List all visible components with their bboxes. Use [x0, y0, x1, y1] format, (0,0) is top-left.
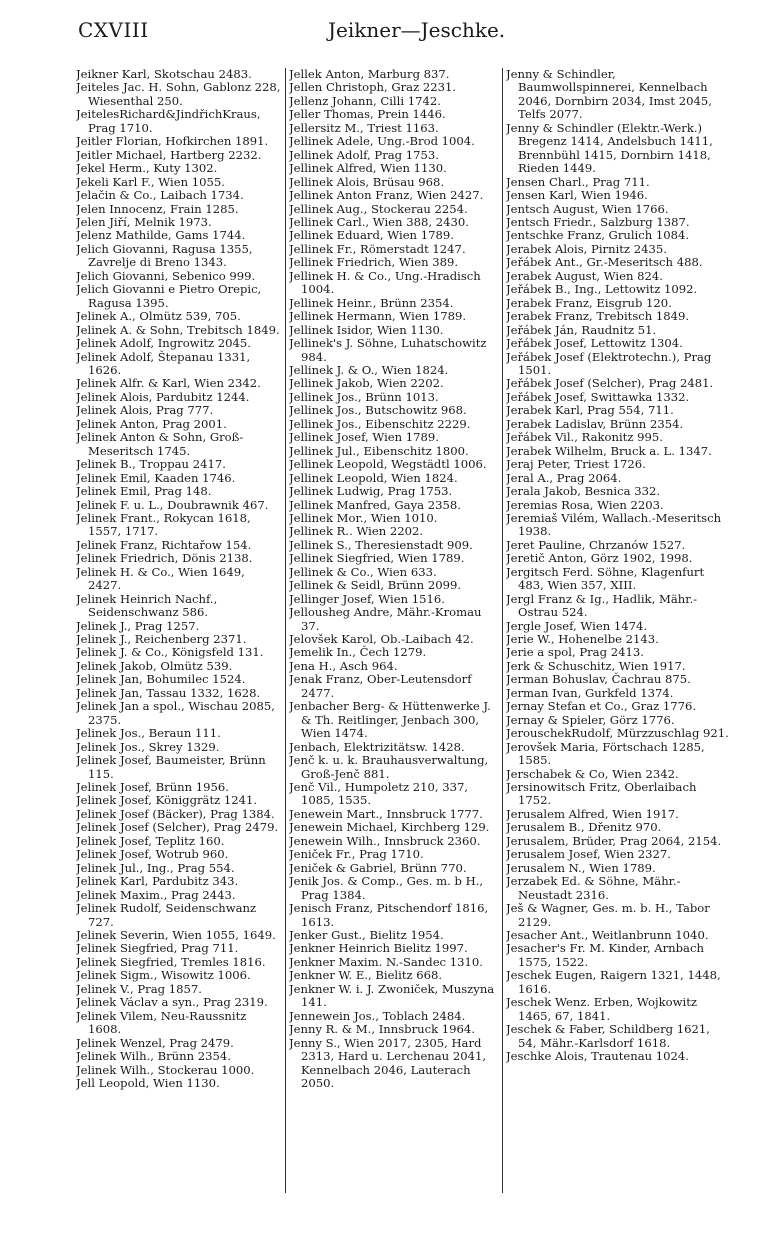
directory-entry: Jellen Christoph, Graz 2231.	[289, 80, 457, 95]
directory-entry: Jeřábek Josef (Selcher), Prag 2481.	[506, 376, 714, 391]
directory-entry: Jelinek Sigm., Wisowitz 1006.	[76, 968, 251, 983]
directory-entry: Jellinek's J. Söhne, Luhatschowitz 984.	[289, 336, 487, 364]
directory-entry: Jellinek Ludwig, Prag 1753.	[289, 484, 453, 499]
directory-entry: Jeretič Anton, Görz 1902, 1998.	[506, 551, 693, 566]
directory-entry: Jenč k. u. k. Brauhausverwaltung, Groß-Jenč 881.	[289, 753, 489, 781]
directory-entry: Jenewein Michael, Kirchberg 129.	[289, 820, 490, 835]
directory-entry: Jeřábek Vil., Rakonitz 995.	[506, 430, 663, 445]
directory-entry: Jerabek August, Wien 824.	[506, 268, 663, 283]
directory-entry: Jelinek Alfr. & Karl, Wien 2342.	[76, 376, 261, 391]
directory-entry: Jellinek Manfred, Gaya 2358.	[289, 497, 461, 512]
directory-entry: Jellinek Carl., Wien 388, 2430.	[289, 214, 469, 229]
directory-entry: Jelinek Siegfried, Prag 711.	[76, 941, 239, 956]
directory-entry: Jerabek Wilhelm, Bruck a. L. 1347.	[506, 443, 712, 458]
directory-entry: Jellinek Jakob, Wien 2202.	[289, 376, 444, 391]
directory-entry: Jelich Giovanni, Sebenico 999.	[76, 268, 256, 283]
directory-entry: Jelinek Jan, Bohumilec 1524.	[76, 672, 246, 687]
directory-entry: Jelinek Josef, Teplitz 160.	[76, 833, 225, 848]
directory-entry: Jeral A., Prag 2064.	[506, 470, 622, 485]
directory-entry: Jelinek Josef (Bäcker), Prag 1384.	[76, 806, 275, 821]
directory-entry: Jenny S., Wien 2017, 2305, Hard 2313, Hard u. Lerchenau 2041, Kennelbach 2046, Lauterach 2050.	[289, 1035, 487, 1090]
directory-entry: Jelinek Vilem, Neu-Raussnitz 1608.	[76, 1008, 247, 1037]
directory-entry: Jellinek Hermann, Wien 1789.	[289, 309, 467, 324]
directory-entry: Jell Leopold, Wien 1130.	[76, 1075, 220, 1090]
directory-entry: Jelinek Jan, Tassau 1332, 1628.	[76, 685, 261, 700]
directory-entry: Jelinek Franz, Richtařow 154.	[76, 537, 252, 552]
directory-entry: Jelich Giovanni, Ragusa 1355, Zavrelje di Breno 1343.	[76, 241, 253, 270]
directory-entry: Jergle Josef, Wien 1474.	[506, 618, 648, 633]
directory-entry: Jelinek Frant., Rokycan 1618, 1557, 1717.	[76, 510, 251, 539]
directory-entry: Jellinek Jos., Eibenschitz 2229.	[289, 416, 471, 431]
directory-entry: Jerabek Alois, Pirnitz 2435.	[506, 241, 667, 256]
directory-entry: Jerabek Karl, Prag 554, 711.	[506, 403, 674, 418]
directory-entry: Jenbach, Elektrizitätsw. 1428.	[289, 739, 465, 754]
directory-entry: Jenny & Schindler (Elektr.-Werk.) Bregenz 1414, Andelsbuch 1411, Brennbühl 1415, Dornbirn 1418, Rieden 1449.	[506, 120, 713, 176]
directory-entry: Jelinek Siegfried, Tremles 1816.	[76, 954, 266, 969]
directory-entry: Jeraj Peter, Triest 1726.	[506, 457, 646, 472]
directory-entry: Jekeli Karl F., Wien 1055.	[76, 174, 225, 189]
directory-entry: Jenewein Wilh., Innsbruck 2360.	[289, 833, 481, 848]
directory-entry: Jeschek & Faber, Schildberg 1621, 54, Mähr.-Karlsdorf 1618.	[506, 1022, 710, 1050]
directory-entry: Jennewein Jos., Toblach 2484.	[289, 1008, 466, 1023]
directory-entry: Jelinek Emil, Prag 148.	[76, 484, 212, 499]
directory-entry: Jena H., Asch 964.	[289, 658, 398, 673]
directory-entry: Jelinek Jan a spol., Wischau 2085, 2375.	[76, 699, 275, 727]
directory-entry: Jentsch August, Wien 1766.	[506, 201, 669, 216]
directory-entry: Jelinek Alois, Prag 777.	[76, 403, 214, 418]
directory-entry: Jelinek B., Troppau 2417.	[76, 457, 226, 472]
directory-entry: Jellinek & Seidl, Brünn 2099.	[289, 578, 462, 593]
directory-entry: Jenč Vil., Humpoletz 210, 337, 1085, 1535.	[289, 780, 469, 808]
directory-entry: Jenewein Mart., Innsbruck 1777.	[289, 806, 483, 821]
directory-entry: Jekel Herm., Kuty 1302.	[76, 161, 218, 176]
directory-entry: Jeniček & Gabriel, Brünn 770.	[289, 860, 467, 875]
directory-entry: Jelinek Jos., Skrey 1329.	[76, 739, 220, 754]
directory-entry: Jerman Ivan, Gurkfeld 1374.	[506, 685, 674, 700]
directory-entry: Jellinek S., Theresienstadt 909.	[289, 537, 473, 552]
directory-entry: Jenker Gust., Bielitz 1954.	[289, 928, 444, 942]
directory-entry: Jeřábek Ant., Gr.-Meseritsch 488.	[506, 255, 703, 270]
directory-entry: Jellinek J. & O., Wien 1824.	[289, 362, 449, 377]
directory-entry: Jelinek Josef, Brünn 1956.	[76, 780, 229, 795]
directory-entry: Jellinek Fr., Römerstadt 1247.	[289, 241, 466, 256]
directory-entry: Jerzabek Ed. & Söhne, Mähr.-Neustadt 2316.	[506, 874, 681, 902]
directory-entry: Jerk & Schuschitz, Wien 1917.	[506, 658, 686, 673]
directory-entry: Jeremiaš Vilém, Wallach.-Meseritsch 1938.	[506, 510, 722, 539]
directory-entry: Jelinek Jul., Ing., Prag 554.	[76, 860, 235, 875]
directory-entry: Jellinek Eduard, Wien 1789.	[289, 228, 454, 243]
directory-entry: Jellinek Aug., Stockerau 2254.	[289, 201, 468, 216]
directory-entry: Jensen Charl., Prag 711.	[506, 174, 650, 189]
directory-entry: Jelinek Josef (Selcher), Prag 2479.	[76, 820, 279, 835]
directory-entry: Jelinek Adolf, Ingrowitz 2045.	[76, 336, 251, 351]
directory-entry: Jenik Jos. & Comp., Ges. m. b H., Prag 1384.	[289, 874, 484, 902]
directory-entry: Jelinek Wenzel, Prag 2479.	[76, 1035, 234, 1050]
column-divider	[502, 68, 503, 1193]
directory-entry: Jellinek Mor., Wien 1010.	[289, 510, 438, 525]
directory-entry: Jerie a spol, Prag 2413.	[506, 645, 644, 660]
directory-entry: Jeřábek Josef, Lettowitz 1304.	[506, 336, 683, 351]
directory-entry: Jerusalem, Brüder, Prag 2064, 2154.	[506, 833, 722, 848]
directory-entry: Jensen Karl, Wien 1946.	[506, 188, 648, 203]
directory-entry: Jellousheg Andre, Mähr.-Kromau 37.	[289, 605, 482, 633]
directory-entry: Jeschek Wenz. Erben, Wojkowitz 1465, 67, 1841.	[506, 995, 698, 1023]
directory-entry: Jelinek Emil, Kaaden 1746.	[76, 470, 236, 485]
directory-entry: Jellek Anton, Marburg 837.	[289, 68, 450, 81]
directory-entry: Jellinek R.. Wien 2202.	[289, 524, 424, 539]
directory-entry: Jellinek Alfred, Wien 1130.	[289, 161, 447, 176]
directory-entry: Jelinek Karl, Pardubitz 343.	[76, 874, 239, 889]
directory-entry: Jelinek J., Prag 1257.	[76, 618, 200, 633]
directory-entry: Jenkner W. i. J. Zwoniček, Muszyna 141.	[289, 981, 495, 1010]
directory-entry: Jelinek Josef, Königgrätz 1241.	[76, 793, 258, 808]
directory-entry: Jerschabek & Co, Wien 2342.	[506, 766, 679, 781]
directory-entry: Jelovšek Karol, Ob.-Laibach 42.	[289, 632, 474, 647]
directory-entry: Jellinek Leopold, Wien 1824.	[289, 470, 458, 485]
directory-entry: Jergitsch Ferd. Söhne, Klagenfurt 483, Wien 357, XIII.	[506, 564, 705, 593]
directory-entry: Jeret Pauline, Chrzanów 1527.	[506, 537, 686, 552]
directory-entry: Jenkner Heinrich Bielitz 1997.	[289, 941, 468, 956]
directory-entry: Jelinek F. u. L., Doubrawnik 467.	[76, 497, 269, 512]
directory-entry: Jelinek A. & Sohn, Trebitsch 1849.	[76, 322, 280, 337]
directory-entry: Jentschke Franz, Grulich 1084.	[506, 228, 690, 243]
directory-entry: Jeniček Fr., Prag 1710.	[289, 847, 424, 862]
directory-entry: Jeřábek Josef, Swittawka 1332.	[506, 389, 690, 404]
directory-entry: Jenkner W. E., Bielitz 668.	[289, 968, 443, 983]
directory-entry: Jellinek Leopold, Wegstädtl 1006.	[289, 457, 487, 472]
directory-entry: Jenny R. & M., Innsbruck 1964.	[289, 1022, 475, 1037]
directory-entry: Jelačin & Co., Laibach 1734.	[76, 188, 244, 203]
directory-entry: Jellinek Siegfried, Wien 1789.	[289, 551, 465, 566]
directory-entry: Jeřábek Josef (Elektrotechn.), Prag 1501.	[506, 349, 712, 377]
directory-entry: Jellinek Jos., Brünn 1013.	[289, 389, 439, 404]
directory-entry: Jelinek J., Reichenberg 2371.	[76, 632, 247, 647]
directory-entry: Jelinek Anton & Sohn, Groß-Meseritsch 1745.	[76, 430, 244, 458]
directory-entry: Jeschke Alois, Trautenau 1024.	[506, 1049, 689, 1064]
directory-entry: Jellinek Jul., Eibenschitz 1800.	[289, 443, 469, 458]
directory-entry: Jelinek Maxim., Prag 2443.	[76, 887, 236, 902]
directory-entry: Jerabek Franz, Eisgrub 120.	[506, 295, 672, 310]
directory-columns	[76, 68, 731, 1193]
directory-entry: Jesacher's Fr. M. Kinder, Arnbach 1575, 1522.	[506, 941, 704, 969]
directory-entry: Jellinek Friedrich, Wien 389.	[289, 255, 459, 270]
directory-entry: Jellinger Josef, Wien 1516.	[289, 591, 445, 606]
directory-entry: Jellinek Anton Franz, Wien 2427.	[289, 188, 484, 203]
directory-entry: Jerabek Franz, Trebitsch 1849.	[506, 309, 690, 324]
directory-entry: Jernay Stefan et Co., Graz 1776.	[506, 699, 697, 714]
running-head: Jeikner—Jeschke.	[328, 18, 506, 42]
directory-entry: Jeřábek Ján, Raudnitz 51.	[506, 322, 657, 337]
directory-entry: Jellinek H. & Co., Ung.-Hradisch 1004.	[289, 268, 481, 297]
directory-entry: Jeřábek B., Ing., Lettowitz 1092.	[506, 282, 698, 297]
directory-entry: Jelinek Josef, Wotrub 960.	[76, 847, 229, 862]
directory-entry: Jelen Innocenz, Frain 1285.	[76, 201, 239, 216]
directory-entry: Jergl Franz & Ig., Hadlik, Mähr.-Ostrau 524.	[506, 591, 698, 620]
directory-entry: Jelinek Friedrich, Dönis 2138.	[76, 551, 253, 566]
directory-entry: Jelinek J. & Co., Königsfeld 131.	[76, 645, 264, 660]
directory-entry: Jelinek Václav a syn., Prag 2319.	[76, 995, 268, 1010]
directory-entry: Jenak Franz, Ober-Leutensdorf 2477.	[289, 672, 472, 700]
directory-entry: Jerusalem B., Dřenitz 970.	[506, 820, 662, 835]
directory-entry: Jelinek Adolf, Štepanau 1331, 1626.	[76, 349, 251, 377]
directory-entry: Jelinek Wilh., Brünn 2354.	[76, 1049, 231, 1064]
directory-entry: Jellinek Josef, Wien 1789.	[289, 430, 439, 445]
directory-entry: Jellinek Heinr., Brünn 2354.	[289, 295, 454, 310]
directory-entry: Jenbacher Berg- & Hüttenwerke J. & Th. Reitlinger, Jenbach 300, Wien 1474.	[289, 699, 491, 741]
directory-entry: Jentsch Friedr., Salzburg 1387.	[506, 214, 690, 229]
column-2	[289, 68, 497, 1193]
directory-entry: Jelinek Severin, Wien 1055, 1649.	[76, 928, 276, 942]
directory-entry: Jerman Bohuslav, Čachrau 875.	[506, 672, 691, 687]
directory-entry: Jellenz Johann, Cilli 1742.	[289, 93, 441, 108]
directory-entry: Jenny & Schindler, Baumwollspinnerei, Kennelbach 2046, Dornbirn 2034, Imst 2045, Telfs 2077.	[506, 68, 712, 122]
directory-entry: Jelinek V., Prag 1857.	[76, 981, 202, 996]
directory-entry: Jellinek Adolf, Prag 1753.	[289, 147, 439, 162]
directory-entry: Jerala Jakob, Besnica 332.	[506, 484, 661, 499]
directory-entry: Jeikner Karl, Skotschau 2483.	[76, 68, 252, 81]
directory-entry: Jeschek Eugen, Raigern 1321, 1448, 1616.	[506, 968, 721, 996]
column-3	[506, 68, 731, 1193]
directory-entry: Jemelik In., Čech 1279.	[289, 645, 427, 660]
directory-entry: Jellinek & Co., Wien 633.	[289, 564, 437, 579]
directory-entry: Jeitler Michael, Hartberg 2232.	[76, 147, 262, 162]
directory-entry: Jelinek Anton, Prag 2001.	[76, 416, 227, 431]
directory-entry: Jesacher Ant., Weitlanbrunn 1040.	[506, 928, 709, 942]
directory-entry: Jenkner Maxim. N.-Sandec 1310.	[289, 954, 483, 969]
directory-entry: Jelen Jiří, Melnik 1973.	[76, 214, 212, 229]
page-number: CXVIII	[78, 18, 149, 42]
directory-entry: Jelinek Jakob, Olmütz 539.	[76, 658, 233, 673]
directory-entry: Jelich Giovanni e Pietro Orepic, Ragusa 1395.	[76, 282, 262, 310]
directory-entry: Jellinek Isidor, Wien 1130.	[289, 322, 444, 337]
page-header	[78, 18, 728, 48]
directory-entry: Jerabek Ladislav, Brünn 2354.	[506, 416, 684, 431]
directory-entry: Jelinek Rudolf, Seidenschwanz 727.	[76, 901, 257, 929]
directory-entry: Jellersitz M., Triest 1163.	[289, 120, 439, 135]
directory-entry: Jeiteles Jac. H. Sohn, Gablonz 228, Wiesenthal 250.	[76, 80, 281, 108]
directory-entry: Jellinek Adele, Ung.-Brod 1004.	[289, 134, 475, 149]
directory-entry: Jelinek Alois, Pardubitz 1244.	[76, 389, 250, 404]
directory-entry: Jellinek Jos., Butschowitz 968.	[289, 403, 467, 418]
directory-entry: Jersinowitsch Fritz, Oberlaibach 1752.	[506, 780, 697, 808]
directory-entry: Jerusalem N., Wien 1789.	[506, 860, 656, 875]
directory-entry: JerouschekRudolf, Mürzzuschlag 921.	[506, 726, 729, 741]
column-divider	[285, 68, 286, 1193]
directory-entry: Jerusalem Josef, Wien 2327.	[506, 847, 671, 862]
directory-entry: Jelinek H. & Co., Wien 1649, 2427.	[76, 564, 245, 593]
directory-entry: Jeitler Florian, Hofkirchen 1891.	[76, 134, 269, 149]
directory-entry: Ješ & Wagner, Ges. m. b. H., Tabor 2129.	[506, 901, 710, 929]
directory-entry: Jelinek Jos., Beraun 111.	[76, 726, 221, 741]
column-1	[76, 68, 281, 1193]
directory-entry: Jenisch Franz, Pitschendorf 1816, 1613.	[289, 901, 489, 929]
directory-entry: Jerovšek Maria, Förtschach 1285, 1585.	[506, 739, 705, 768]
directory-entry: Jelinek A., Olmütz 539, 705.	[76, 309, 241, 324]
directory-entry: Jelinek Wilh., Stockerau 1000.	[76, 1062, 255, 1077]
directory-entry: Jeremias Rosa, Wien 2203.	[506, 497, 664, 512]
directory-entry: Jelinek Heinrich Nachf., Seidenschwanz 586.	[76, 591, 218, 620]
directory-entry: Jellinek Alois, Brüsau 968.	[289, 174, 445, 189]
directory-entry: Jelenz Mathilde, Gams 1744.	[76, 228, 246, 243]
directory-entry: Jernay & Spieler, Görz 1776.	[506, 712, 675, 727]
directory-entry: Jelinek Josef, Baumeister, Brünn 115.	[76, 753, 266, 781]
directory-entry: Jerusalem Alfred, Wien 1917.	[506, 806, 679, 821]
directory-entry: Jerie W., Hohenelbe 2143.	[506, 632, 659, 647]
directory-entry: Jeller Thomas, Prein 1446.	[289, 107, 446, 122]
directory-entry: JeitelesRichard&JindřichKraus, Prag 1710.	[76, 107, 261, 135]
